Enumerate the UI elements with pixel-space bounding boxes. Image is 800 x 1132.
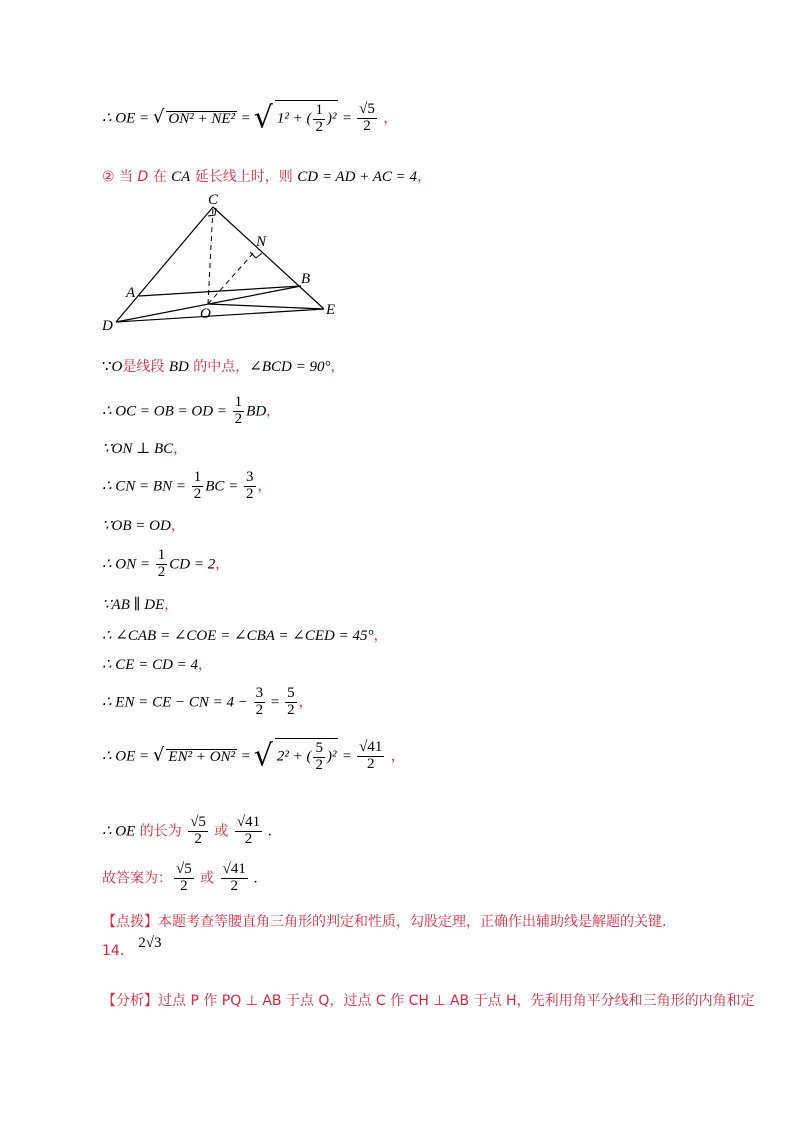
- label-o: O: [200, 306, 211, 322]
- step-on-perp-bc: ∵ON ⊥ BC，: [102, 441, 188, 457]
- answer-line: 故答案为： $\frac{√5}{2}$ 或 $\frac{√41}{2}$ .: [102, 861, 258, 894]
- label-a: A: [126, 285, 136, 301]
- label-b: B: [301, 271, 311, 287]
- segment-dc: [116, 207, 213, 322]
- step-o-midpoint: ∵O是线段 BD 的中点，∠BCD = 90°，: [102, 359, 345, 375]
- step-oc-ob-od: ∴ OC = OB = OD = $\frac{1}{2}$ BD，: [102, 394, 281, 427]
- step-on: ∴ ON = $\frac{1}{2}$ CD = 2，: [102, 547, 230, 580]
- step-en: ∴ EN = CE − CN = 4 − $\frac{3}{2}$ = $\frac{5}{2}$ ，: [102, 685, 313, 718]
- step-ab-parallel-de: ∵AB ∥ DE，: [102, 597, 179, 613]
- question-14: [102, 935, 162, 959]
- segment-ce: [213, 207, 324, 309]
- sqrt-on-ne: ON² + NE²: [168, 110, 236, 127]
- analysis-note: 【分析】过点 P 作 PQ ⊥ AB 于点 Q，过点 C 作 CH ⊥ AB 于点 H，先利用角平分线和三角形的内角和定: [102, 993, 755, 1009]
- case-2-heading: ② 当 D 在 CA 延长线上时，则 CD = AD + AC = 4，: [102, 169, 432, 185]
- label-e: E: [326, 302, 336, 318]
- label-n: N: [256, 234, 267, 250]
- segment-oe: [208, 304, 324, 309]
- oe-result-line-1: ∴ OE = √ ON² + NE² = √ 1² + ( $\frac{1}{2}$ )² = $\frac{√5}{2}$ ，: [102, 100, 398, 136]
- question-number: 14．: [102, 943, 134, 959]
- tip-note: 【点拨】本题考查等腰直角三角形的判定和性质，勾股定理，正确作出辅助线是解题的关键.: [102, 914, 667, 930]
- step-ce-cd: ∴ CE = CD = 4，: [102, 657, 213, 673]
- step-angles-45: ∴ ∠CAB = ∠COE = ∠CBA = ∠CED = 45°，: [102, 628, 388, 644]
- segment-oc-dashed: [208, 207, 213, 304]
- step-cn-bn: ∴ CN = BN = $\frac{1}{2}$ BC = $\frac{3}{2}$ ，: [102, 469, 272, 502]
- question-14-answer: 2√3: [138, 935, 162, 951]
- step-ob-od: ∵OB = OD，: [102, 518, 185, 534]
- geometry-figure: [96, 192, 356, 337]
- step-oe-case2: ∴ OE = √ EN² + ON² = √ 2² + ( $\frac{5}{2}$ )² = $\frac{√41}{2}$ ，: [102, 738, 405, 774]
- conclusion-oe-length: ∴ OE 的长为 $\frac{√5}{2}$ 或 $\frac{√41}{2}$ .: [102, 814, 272, 847]
- label-c: C: [208, 192, 219, 208]
- label-d: D: [102, 318, 113, 334]
